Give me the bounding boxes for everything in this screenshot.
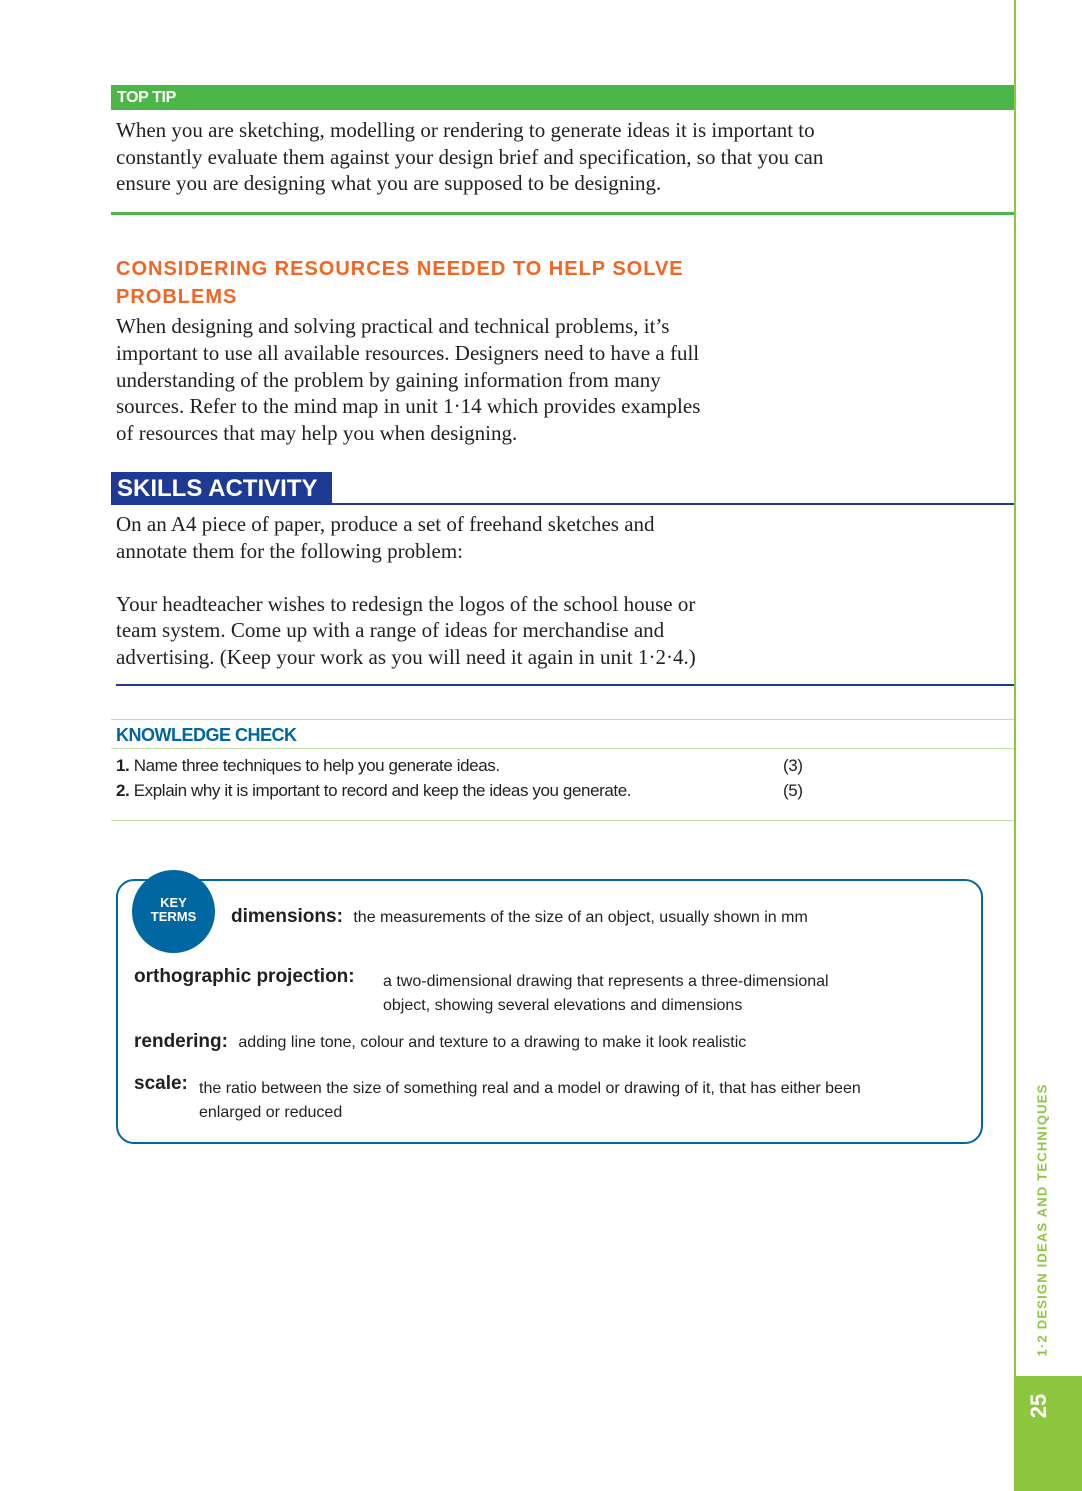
page-number-text: 25 [1026, 1393, 1051, 1419]
key-term-scale [134, 1073, 974, 1125]
top-tip-line: When you are sketching, modelling or rendering to generate ideas it is important to [116, 118, 815, 142]
term-word: scale: [134, 1073, 188, 1094]
top-tip-body [116, 117, 996, 197]
top-tip-line: constantly evaluate them against your design brief and specification, so that you can [116, 144, 824, 169]
section-label-text: 1·2 DESIGN IDEAS AND TECHNIQUES [1034, 1083, 1050, 1357]
top-tip-header: TOP TIP [111, 85, 1014, 110]
top-tip-divider [111, 212, 1014, 215]
section-label [1031, 1070, 1053, 1370]
key-terms-badge [132, 870, 215, 953]
term-word: orthographic projection: [134, 966, 355, 987]
top-tip-line: ensure you are designing what you are supposed to be designing. [116, 171, 662, 195]
paragraph-line: On an A4 piece of paper, produce a set of freehand sketches and [116, 512, 655, 536]
knowledge-check-question [116, 754, 816, 778]
term-word: dimensions: [231, 906, 343, 927]
skills-paragraph-1 [116, 511, 806, 565]
definition-line: object, showing several elevations and dimensions [383, 997, 743, 1014]
resources-heading [116, 255, 816, 311]
skills-activity-label: SKILLS ACTIVITY [111, 472, 332, 505]
term-word: rendering: [134, 1031, 228, 1052]
knowledge-check-title: KNOWLEDGE CHECK [116, 725, 297, 745]
question-number: 2. [116, 781, 130, 800]
skills-activity-body [116, 511, 806, 697]
definition-line: enlarged or reduced [199, 1104, 343, 1121]
badge-line: KEY [160, 895, 187, 910]
paragraph-line: team system. Come up with a range of ideas for merchandise and [116, 618, 665, 643]
term-definition [199, 1077, 969, 1125]
paragraph-line: sources. Refer to the mind map in unit 1·14 which provides examples [116, 394, 701, 419]
badge-line: TERMS [150, 909, 197, 924]
term-definition: the measurements of the size of an object, usually shown in mm [353, 909, 808, 926]
skills-paragraph-2 [116, 591, 806, 671]
heading-line: PROBLEMS [116, 286, 238, 308]
key-term-orthographic-projection [134, 966, 954, 1018]
key-term-dimensions [231, 906, 951, 928]
question-text: Name three techniques to help you generate ideas. [133, 756, 500, 775]
question-number: 1. [116, 756, 130, 775]
knowledge-check-question [116, 779, 816, 803]
paragraph-line: annotate them for the following problem: [116, 538, 463, 563]
skills-activity-bottom-rule [116, 684, 1014, 686]
question-marks: (5) [783, 781, 803, 800]
paragraph-line: advertising. (Keep your work as you will need it again in unit 1·2·4.) [116, 645, 696, 670]
paragraph-line: of resources that may help you when designing. [116, 421, 518, 446]
resources-paragraph [116, 313, 806, 447]
paragraph-line: When designing and solving practical and technical problems, it’s [116, 314, 670, 338]
paragraph-line: understanding of the problem by gaining information from many [116, 367, 661, 392]
definition-line: a two-dimensional drawing that represents a three-dimensional [383, 973, 829, 990]
paragraph-line: Your headteacher wishes to redesign the logos of the school house or [116, 591, 696, 616]
page-number [1014, 1376, 1064, 1436]
knowledge-check-divider [111, 748, 1014, 749]
term-definition [383, 970, 943, 1018]
key-term-rendering [134, 1031, 954, 1053]
definition-line: the ratio between the size of something real and a model or drawing of it, that has either been [199, 1080, 861, 1097]
knowledge-check-bottom-rule [111, 820, 1014, 821]
knowledge-check-top-rule [111, 719, 1014, 720]
heading-line: CONSIDERING RESOURCES NEEDED TO HELP SOLVE [116, 258, 684, 280]
paragraph-line: important to use all available resources. Designers need to have a full [116, 340, 700, 365]
term-definition: adding line tone, colour and texture to a drawing to make it look realistic [238, 1034, 747, 1051]
question-marks: (3) [783, 756, 803, 775]
question-text: Explain why it is important to record and keep the ideas you generate. [133, 781, 632, 800]
